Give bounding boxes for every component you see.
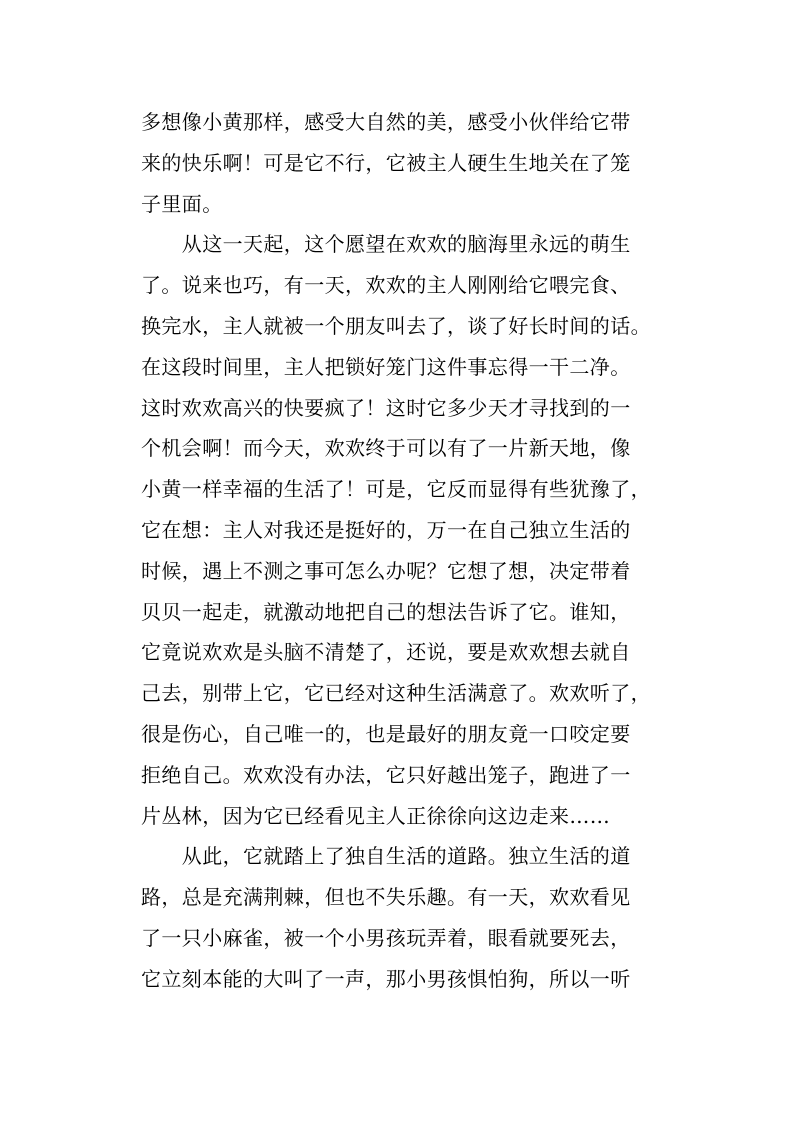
text-line: 个机会啊！而今天，欢欢终于可以有了一片新天地，像 bbox=[141, 436, 631, 461]
text-line: 从这一天起，这个愿望在欢欢的脑海里永远的萌生 bbox=[141, 232, 631, 257]
text-line: 来的快乐啊！可是它不行，它被主人硬生生地关在了笼 bbox=[141, 150, 631, 175]
text-line: 片丛林，因为它已经看见主人正徐徐向这边走来…… bbox=[141, 803, 611, 828]
text-line: 路，总是充满荆棘，但也不失乐趣。有一天，欢欢看见 bbox=[141, 885, 631, 910]
text-line: 这时欢欢高兴的快要疯了！这时它多少天才寻找到的一 bbox=[141, 395, 631, 420]
text-line: 从此，它就踏上了独自生活的道路。独立生活的道 bbox=[141, 844, 631, 869]
body-text bbox=[141, 102, 681, 1000]
text-line: 子里面。 bbox=[141, 191, 223, 216]
text-line: 它在想：主人对我还是挺好的，万一在自己独立生活的 bbox=[141, 517, 631, 542]
text-line: 很是伤心，自己唯一的，也是最好的朋友竟一口咬定要 bbox=[141, 721, 631, 746]
text-line: 拒绝自己。欢欢没有办法，它只好越出笼子，跑进了一 bbox=[141, 762, 631, 787]
text-line: 它立刻本能的大叫了一声，那小男孩惧怕狗，所以一听 bbox=[141, 966, 631, 991]
text-line: 多想像小黄那样，感受大自然的美，感受小伙伴给它带 bbox=[141, 110, 631, 134]
text-line: 在这段时间里，主人把锁好笼门这件事忘得一干二净。 bbox=[141, 354, 631, 379]
text-line: 了。说来也巧，有一天，欢欢的主人刚刚给它喂完食、 bbox=[141, 273, 631, 298]
text-line: 了一只小麻雀，被一个小男孩玩弄着，眼看就要死去， bbox=[141, 925, 631, 950]
text-line: 己去，别带上它，它已经对这种生活满意了。欢欢听了， bbox=[141, 681, 651, 706]
text-line: 小黄一样幸福的生活了！可是，它反而显得有些犹豫了， bbox=[141, 477, 651, 502]
text-line: 贝贝一起走，就激动地把自己的想法告诉了它。谁知， bbox=[141, 599, 631, 624]
text-line: 时候，遇上不测之事可怎么办呢？它想了想，决定带着 bbox=[141, 558, 631, 583]
text-line: 它竟说欢欢是头脑不清楚了，还说，要是欢欢想去就自 bbox=[141, 640, 631, 665]
text-line: 换完水，主人就被一个朋友叫去了，谈了好长时间的话。 bbox=[141, 313, 651, 338]
